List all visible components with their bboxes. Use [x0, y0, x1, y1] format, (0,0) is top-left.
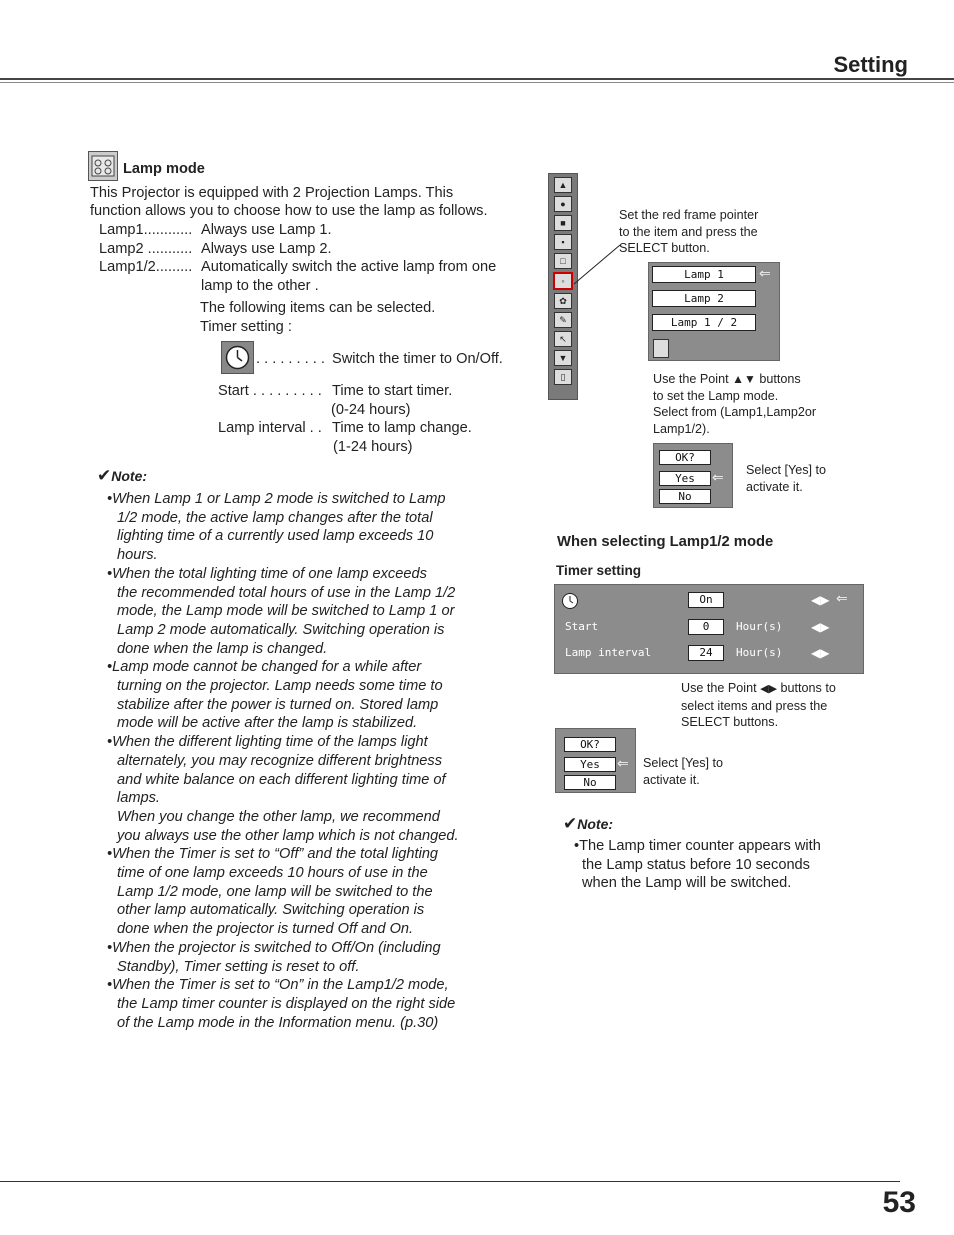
note-item [98, 939, 459, 976]
note-line: of the Lamp mode in the Information menu. (p.30) [117, 1014, 439, 1031]
checkmark-icon: ✔ [97, 466, 112, 485]
note-line: stabilize after the power is turned on. Stored lamp [117, 696, 439, 713]
callout-4-line: select items and press the [681, 698, 828, 713]
note-line: mode, the Lamp mode will be switched to Lamp 1 or [117, 603, 455, 620]
confirm-ok-label: OK? [659, 450, 711, 465]
callout-4-line: Use the Point [681, 681, 757, 695]
menu-color-icon[interactable]: ● [554, 196, 572, 212]
callout-2-line: Use the Point [653, 372, 729, 386]
note-line: alternately, you may recognize different brightness [117, 752, 443, 769]
menu-up-icon[interactable]: ▲ [554, 177, 572, 193]
note-item [98, 845, 459, 939]
note-line: time of one lamp exceeds 10 hours of use in the [117, 865, 428, 882]
timer-setting-menu [554, 584, 864, 674]
interval-range: (1-24 hours) [333, 439, 413, 455]
callout-1-line: Set the red frame pointer [619, 208, 759, 222]
confirm-no-button[interactable]: No [659, 489, 711, 504]
start-desc: Time to start timer. [332, 383, 453, 399]
callout-3-line: activate it. [746, 479, 803, 494]
pointer-arrow-icon: ⇐ [836, 590, 848, 606]
menu-lamp-icon[interactable]: ◦ [553, 272, 573, 290]
note-line: lighting time of a currently used lamp exceeds 10 [117, 528, 434, 545]
note-item [98, 976, 459, 1032]
note-left-list [98, 490, 459, 1032]
intro-line-2: function allows you to choose how to use the lamp as follows. [90, 203, 488, 219]
confirm-yes-button[interactable]: Yes [564, 757, 616, 772]
callout-5-line: activate it. [643, 772, 700, 787]
note-line: •When the total lighting time of one lamp exceeds [107, 565, 427, 582]
note-right-text [574, 837, 821, 893]
menu-pointer-icon[interactable]: ↖ [554, 331, 572, 347]
option-lamp12-desc-2: lamp to the other . [201, 278, 319, 294]
callout-1-line: to the item and press the [619, 224, 758, 239]
checkmark-icon: ✔ [563, 814, 578, 833]
option-lamp1-desc: Always use Lamp 1. [201, 222, 332, 238]
callout-2-line: buttons [759, 372, 801, 386]
note-left-header [97, 466, 147, 486]
lamp-mode-icon [88, 151, 118, 181]
note-line: •When the different lighting time of the lamps light [107, 734, 428, 751]
note-line: •When Lamp 1 or Lamp 2 mode is switched to Lamp [107, 491, 446, 507]
menu-setting-icon[interactable]: ✿ [554, 293, 572, 309]
note-line: •When the Timer is set to “Off” and the total lighting [107, 846, 439, 863]
left-right-arrows-icon: ◀▶ [811, 593, 830, 607]
option-lamp12-desc-1: Automatically switch the active lamp from one [201, 259, 497, 275]
timer-setting-label: Timer setting : [200, 319, 292, 335]
header-rule-thin [0, 82, 954, 83]
confirm-ok-label: OK? [564, 737, 616, 752]
callout-4-line: buttons to [780, 681, 836, 695]
header-rule [0, 78, 954, 80]
note-line: the Lamp timer counter is displayed on the right side [117, 995, 456, 1012]
timer-on-value[interactable]: On [688, 592, 724, 608]
following-items: The following items can be selected. [200, 300, 436, 316]
pointer-arrow-icon: ⇐ [759, 265, 771, 281]
interval-label: Lamp interval [565, 646, 652, 659]
start-label: Start [565, 620, 599, 633]
option-lamp2-key: Lamp2 ........... [99, 241, 193, 257]
menu-exit-icon[interactable]: ▯ [554, 369, 572, 385]
start-unit: Hour(s) [736, 620, 783, 633]
lamp-option-2[interactable]: Lamp 2 [652, 290, 756, 307]
callout-4-line: SELECT buttons. [681, 715, 779, 729]
option-lamp1-key: Lamp1............ [99, 222, 193, 238]
confirm-dialog-2 [555, 728, 636, 793]
callout-3-line: Select [Yes] to [746, 463, 827, 477]
note-line: other lamp automatically. Switching operation is [117, 902, 425, 919]
pointer-arrow-icon: ⇐ [617, 755, 629, 771]
lamp-option-3[interactable]: Lamp 1 / 2 [652, 314, 756, 331]
note-right-line: the Lamp status before 10 seconds [582, 856, 810, 873]
intro-line-1: This Projector is equipped with 2 Projection Lamps. This [90, 185, 454, 201]
callout-2 [653, 371, 853, 437]
note-line: •When the Timer is set to “On” in the Lamp1/2 mode, [107, 977, 449, 994]
interval-key: Lamp interval . . [218, 420, 322, 436]
left-right-arrows-icon: ◀▶ [811, 646, 830, 660]
callout-5-line: Select [Yes] to [643, 756, 724, 770]
note-line: hours. [117, 547, 158, 564]
start-range: (0-24 hours) [331, 402, 411, 418]
note-line: done when the projector is turned Off and On. [117, 921, 414, 938]
menu-input-icon[interactable]: ▪ [554, 234, 572, 250]
note-item [98, 658, 459, 733]
note-line: the recommended total hours of use in the Lamp 1/2 [117, 584, 456, 601]
menu-tools-icon[interactable]: ✎ [554, 312, 572, 328]
menu-screen-icon[interactable]: ■ [554, 215, 572, 231]
callout-5 [643, 755, 723, 788]
pointer-arrow-icon: ⇐ [712, 469, 724, 485]
interval-unit: Hour(s) [736, 646, 783, 659]
confirm-dialog-1 [653, 443, 733, 508]
note-line: Lamp 2 mode automatically. Switching operation is [117, 621, 445, 638]
footer-rule [0, 1181, 900, 1182]
callout-2-line: to set the Lamp mode. [653, 388, 779, 403]
note-line: mode will be active after the lamp is stabilized. [117, 715, 418, 732]
note-right-title: Note: [577, 816, 614, 832]
switch-desc: Switch the timer to On/Off. [332, 351, 503, 367]
note-line: Lamp 1/2 mode, one lamp will be switched to the [117, 883, 433, 900]
callout-4 [681, 680, 871, 731]
start-key: Start . . . . . . . . . [218, 383, 322, 399]
note-line: Standby), Timer setting is reset to off. [117, 958, 360, 975]
timer-heading: Timer setting [556, 563, 642, 578]
note-line: done when the lamp is changed. [117, 640, 328, 657]
menu-down-icon[interactable]: ▼ [554, 350, 572, 366]
callout-1-line: SELECT button. [619, 241, 710, 255]
confirm-yes-button[interactable]: Yes [659, 471, 711, 486]
note-line: and white balance on each different lighting time of [117, 771, 446, 788]
note-line: •When the projector is switched to Off/On (including [107, 939, 441, 956]
lamp-mode-title: Lamp mode [123, 161, 205, 177]
note-item [98, 490, 459, 565]
note-line: When you change the other lamp, we recommend [117, 808, 440, 825]
up-down-arrows-icon: ▲▼ [732, 372, 756, 386]
callout-2-line: Select from (Lamp1,Lamp2or [653, 405, 817, 419]
callout-2-line: Lamp1/2). [653, 421, 710, 436]
note-line: 1/2 mode, the active lamp changes after the total [117, 509, 433, 526]
note-line: you always use the other lamp which is not changed. [117, 827, 459, 844]
note-line: turning on the projector. Lamp needs some time to [117, 678, 443, 695]
interval-desc: Time to lamp change. [332, 420, 472, 436]
interval-value[interactable]: 24 [688, 645, 724, 661]
lamp-option-1[interactable]: Lamp 1 [652, 266, 756, 283]
option-lamp2-desc: Always use Lamp 2. [201, 241, 332, 257]
callout-1 [619, 207, 758, 257]
page-number: 53 [882, 1186, 916, 1219]
note-line: lamps. [117, 790, 160, 807]
note-right-line: when the Lamp will be switched. [582, 875, 792, 892]
exit-icon[interactable] [653, 339, 669, 358]
note-left-title: Note: [111, 468, 148, 484]
switch-dots: . . . . . . . . . [256, 351, 325, 367]
callout-3 [746, 462, 826, 495]
confirm-no-button[interactable]: No [564, 775, 616, 790]
menu-image-icon[interactable]: □ [554, 253, 572, 269]
start-value[interactable]: 0 [688, 619, 724, 635]
lamp-mode-menu [648, 262, 780, 361]
timer-clock-icon [221, 341, 254, 374]
note-line: •Lamp mode cannot be changed for a while after [107, 659, 422, 676]
note-right-line: •The Lamp timer counter appears with [574, 838, 821, 854]
option-lamp12-key: Lamp1/2......... [99, 259, 193, 275]
left-right-arrows-icon: ◀▶ [811, 620, 830, 634]
timer-clock-icon [561, 592, 579, 615]
note-right-header [563, 814, 613, 834]
section-title: Setting [833, 52, 908, 77]
note-item [98, 565, 459, 659]
note-item [98, 733, 459, 845]
left-right-arrows-icon: ◀▶ [760, 683, 778, 695]
lamp12-heading: When selecting Lamp1/2 mode [557, 534, 774, 550]
